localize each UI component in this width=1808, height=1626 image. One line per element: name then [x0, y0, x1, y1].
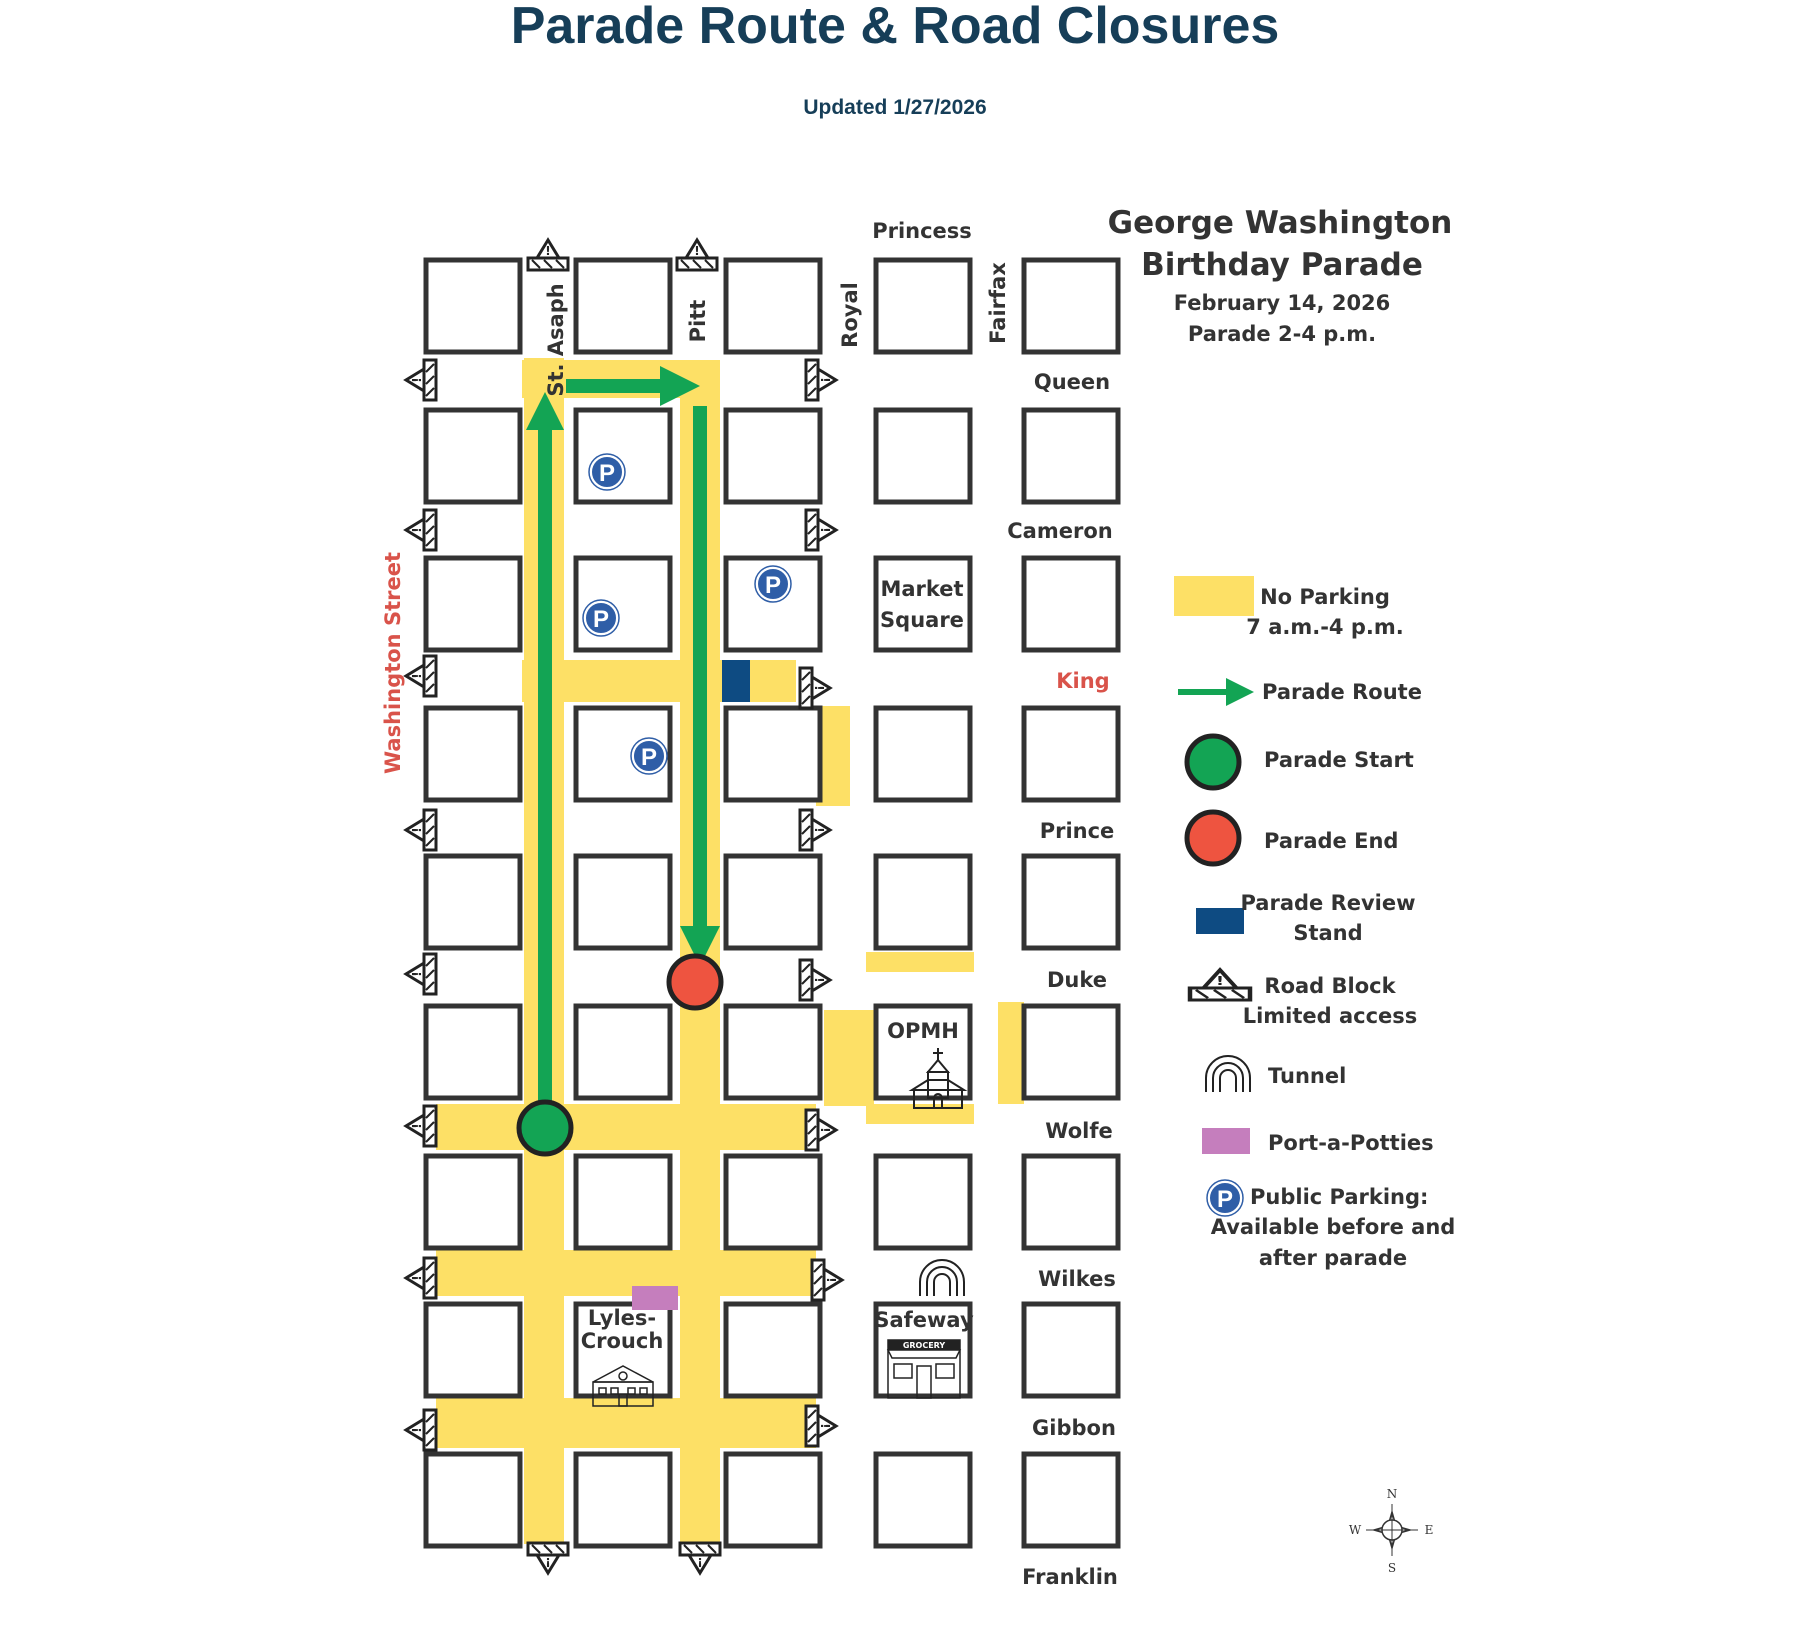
road-block-icon [680, 1543, 720, 1573]
parking-icon [583, 600, 619, 636]
street-label-st-asaph: St. Asaph [544, 283, 568, 397]
road-block-icon [406, 810, 436, 850]
compass-e: E [1424, 1523, 1434, 1537]
street-label-queen: Queen [1033, 370, 1111, 394]
street-label-royal: Royal [838, 282, 862, 348]
no-parking-royal-wolfe [824, 1010, 874, 1106]
parking-icon [631, 738, 667, 774]
legend-tunnel-icon [1206, 1056, 1250, 1092]
legend [1174, 576, 1455, 1270]
street-label-king: King [1056, 669, 1110, 693]
street-label-gibbon: Gibbon [1032, 1416, 1116, 1440]
svg-text:P: P [592, 606, 610, 633]
legend-road-block-icon [1190, 970, 1250, 1000]
no-parking-wilkes [436, 1250, 816, 1296]
compass-n: N [1386, 1487, 1398, 1501]
tunnel-icon [920, 1260, 964, 1296]
road-block-icon [800, 960, 830, 1000]
legend-swatch-port-a-potties [1202, 1128, 1250, 1154]
svg-text:GROCERY: GROCERY [902, 1341, 946, 1350]
road-block-icon [806, 1110, 836, 1150]
legend-label-route: Parade Route [1262, 680, 1422, 704]
legend-label-parking: Available before and [1210, 1215, 1456, 1239]
market-square-label: Square [880, 608, 964, 632]
opmh-label: OPMH [887, 1019, 959, 1043]
event-title: Birthday Parade [1141, 247, 1423, 283]
legend-label-review-stand: Parade Review [1240, 891, 1416, 915]
street-label-washington: Washington Street [381, 552, 405, 774]
legend-label-end: Parade End [1264, 829, 1399, 853]
legend-label-parking: Public Parking: [1250, 1185, 1429, 1209]
parking-icon [755, 566, 791, 602]
legend-start-icon [1187, 736, 1239, 788]
road-block-icon [406, 656, 436, 696]
street-label-franklin: Franklin [1022, 1565, 1118, 1589]
safeway-label: Safeway [874, 1308, 974, 1332]
legend-end-icon [1187, 812, 1239, 864]
compass-s: S [1387, 1561, 1397, 1575]
lyles-crouch-label: Crouch [580, 1329, 664, 1353]
road-block-icon [806, 510, 836, 550]
street-label-princess: Princess [872, 219, 972, 243]
road-block-icon [800, 668, 830, 708]
legend-label-no-parking: No Parking [1260, 585, 1390, 609]
page-title: Parade Route & Road Closures [510, 0, 1280, 55]
street-label-cameron: Cameron [1007, 519, 1113, 543]
parade-review-stand [722, 660, 750, 702]
svg-text:P: P [1216, 1186, 1234, 1213]
legend-label-road-block: Road Block [1264, 974, 1396, 998]
event-title: George Washington [1107, 205, 1453, 241]
no-parking-fairfax-wolfe [998, 1002, 1024, 1104]
road-block-icon [406, 1258, 436, 1298]
street-label-wilkes: Wilkes [1038, 1267, 1116, 1291]
parking-icon [589, 454, 625, 490]
event-date: February 14, 2026 [1173, 291, 1391, 315]
road-block-icon [806, 1406, 836, 1446]
no-parking-wolfe [436, 1104, 816, 1150]
road-block-icon [406, 954, 436, 994]
road-block-icon [406, 360, 436, 400]
legend-label-road-block: Limited access [1242, 1004, 1418, 1028]
legend-label-review-stand: Stand [1293, 921, 1363, 945]
street-label-duke: Duke [1046, 968, 1108, 992]
road-block-icon [800, 810, 830, 850]
lyles-crouch-label: Lyles- [587, 1306, 657, 1330]
parade-end-marker [669, 956, 721, 1008]
legend-label-port-a-potties: Port-a-Potties [1268, 1131, 1434, 1155]
no-parking-duke-royal [866, 952, 974, 972]
updated-date: Updated 1/27/2026 [803, 96, 987, 119]
street-label-pitt: Pitt [686, 299, 710, 343]
compass-w: W [1348, 1523, 1362, 1537]
road-block-icon [406, 1106, 436, 1146]
street-label-fairfax: Fairfax [986, 262, 1010, 344]
road-block-icon [677, 240, 717, 270]
legend-swatch-no-parking [1174, 576, 1254, 616]
parade-start-marker [519, 1102, 571, 1154]
road-block-icon [812, 1260, 842, 1300]
event-info [1108, 205, 1453, 346]
legend-swatch-review-stand [1196, 908, 1244, 934]
legend-label-start: Parade Start [1264, 748, 1414, 772]
road-block-icon [528, 240, 568, 270]
svg-text:P: P [640, 744, 658, 771]
no-parking-king [522, 660, 796, 702]
road-block-icon [406, 510, 436, 550]
legend-route-arrow-icon [1226, 678, 1254, 706]
legend-label-parking: after parade [1258, 1246, 1408, 1270]
road-block-icon [406, 1410, 436, 1450]
legend-parking-icon [1207, 1180, 1243, 1216]
road-block-icon [528, 1543, 568, 1573]
street-label-prince: Prince [1039, 819, 1115, 843]
event-time: Parade 2-4 p.m. [1187, 322, 1377, 346]
legend-label-tunnel: Tunnel [1268, 1064, 1347, 1088]
svg-text:P: P [764, 572, 782, 599]
street-label-wolfe: Wolfe [1045, 1119, 1113, 1143]
legend-label-no-parking: 7 a.m.-4 p.m. [1246, 615, 1404, 639]
svg-text:P: P [598, 460, 616, 487]
compass-rose-icon [1349, 1487, 1434, 1575]
market-square-label: Market [880, 577, 964, 601]
road-block-icon [806, 360, 836, 400]
